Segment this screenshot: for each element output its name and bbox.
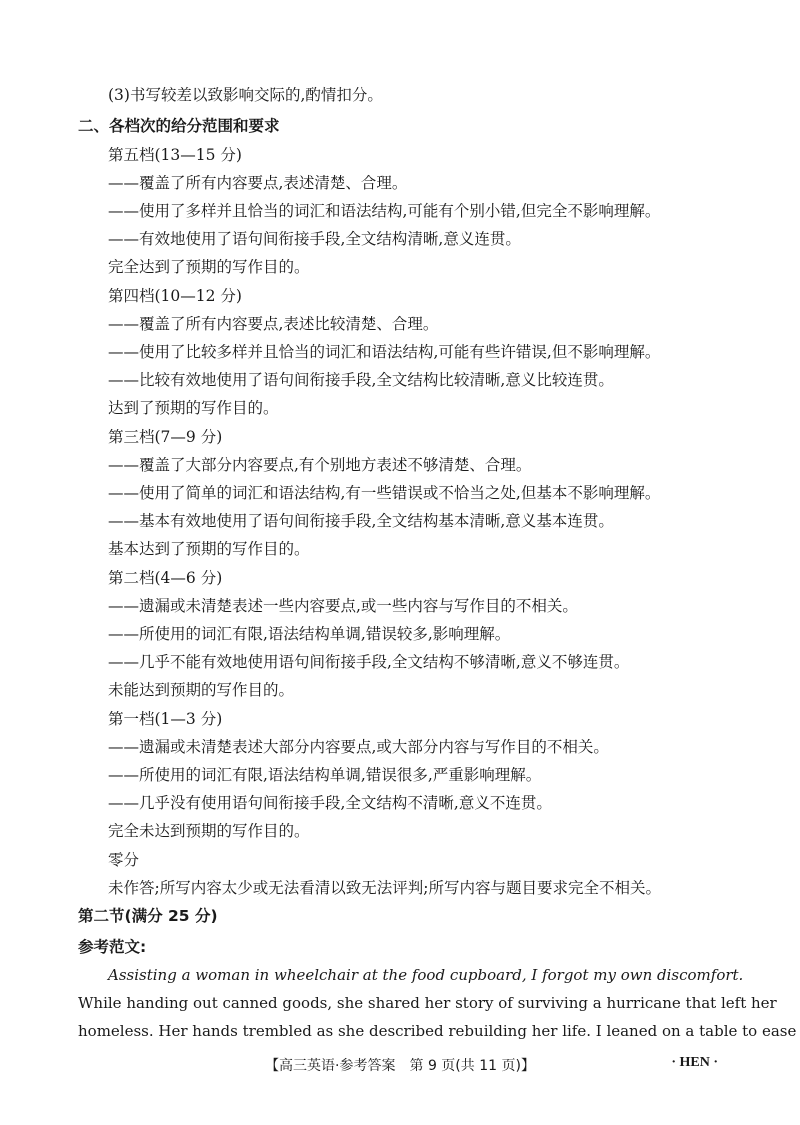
grade-1-summary: 完全未达到预期的写作目的。: [108, 822, 310, 840]
grade-4-criterion-1: ——覆盖了所有内容要点,表述比较清楚、合理。: [108, 315, 439, 333]
grade-0-criterion: 未作答;所写内容太少或无法看清以致无法评判;所写内容与题目要求完全不相关。: [108, 879, 661, 897]
grade-2-criterion-3: ——几乎不能有效地使用语句间衔接手段,全文结构不够清晰,意义不够连贯。: [108, 653, 630, 671]
essay-line-1-text: Assisting a woman in wheelchair at the food cupboard, I forgot my own discomfort.: [108, 966, 744, 984]
section-heading-grade-ranges: 二、各档次的给分范围和要求: [78, 117, 280, 135]
grade-4-title: 第四档(10—12 分): [108, 287, 242, 305]
page-footer: 【高三英语·参考答案 第 9 页(共 11 页)】: [265, 1058, 535, 1074]
reference-essay-heading: 参考范文:: [78, 938, 147, 956]
grade-3-summary: 基本达到了预期的写作目的。: [108, 540, 310, 558]
essay-line-3: homeless. Her hands trembled as she described rebuilding her life. I leaned on a table to ease: [78, 1022, 797, 1040]
scoring-note-3: (3)书写较差以致影响交际的,酌情扣分。: [108, 86, 383, 104]
footer-code: · HEN ·: [671, 1055, 718, 1070]
grade-1-criterion-1: ——遗漏或未清楚表述大部分内容要点,或大部分内容与写作目的不相关。: [108, 738, 609, 756]
grade-5-criterion-2: ——使用了多样并且恰当的词汇和语法结构,可能有个别小错,但完全不影响理解。: [108, 202, 661, 220]
grade-2-criterion-2: ——所使用的词汇有限,语法结构单调,错误较多,影响理解。: [108, 625, 511, 643]
part-2-heading: 第二节(满分 25 分): [78, 907, 218, 925]
grade-5-criterion-1: ——覆盖了所有内容要点,表述清楚、合理。: [108, 174, 408, 192]
grade-0-title: 零分: [108, 851, 140, 869]
grade-4-summary: 达到了预期的写作目的。: [108, 399, 279, 417]
grade-3-title: 第三档(7—9 分): [108, 428, 223, 446]
grade-5-criterion-3: ——有效地使用了语句间衔接手段,全文结构清晰,意义连贯。: [108, 230, 521, 248]
grade-1-criterion-2: ——所使用的词汇有限,语法结构单调,错误很多,严重影响理解。: [108, 766, 542, 784]
grade-2-title: 第二档(4—6 分): [108, 569, 223, 587]
grade-4-criterion-3: ——比较有效地使用了语句间衔接手段,全文结构比较清晰,意义比较连贯。: [108, 371, 614, 389]
essay-line-1: [78, 966, 744, 984]
grade-1-criterion-3: ——几乎没有使用语句间衔接手段,全文结构不清晰,意义不连贯。: [108, 794, 552, 812]
grade-3-criterion-2: ——使用了简单的词汇和语法结构,有一些错误或不恰当之处,但基本不影响理解。: [108, 484, 661, 502]
grade-4-criterion-2: ——使用了比较多样并且恰当的词汇和语法结构,可能有些许错误,但不影响理解。: [108, 343, 661, 361]
grade-3-criterion-3: ——基本有效地使用了语句间衔接手段,全文结构基本清晰,意义基本连贯。: [108, 512, 614, 530]
essay-line-2: While handing out canned goods, she shared her story of surviving a hurricane that left her: [78, 994, 777, 1012]
grade-2-criterion-1: ——遗漏或未清楚表述一些内容要点,或一些内容与写作目的不相关。: [108, 597, 578, 615]
grade-5-title: 第五档(13—15 分): [108, 146, 242, 164]
grade-1-title: 第一档(1—3 分): [108, 710, 223, 728]
grade-2-summary: 未能达到预期的写作目的。: [108, 681, 295, 699]
grade-5-summary: 完全达到了预期的写作目的。: [108, 258, 310, 276]
grade-3-criterion-1: ——覆盖了大部分内容要点,有个别地方表述不够清楚、合理。: [108, 456, 532, 474]
